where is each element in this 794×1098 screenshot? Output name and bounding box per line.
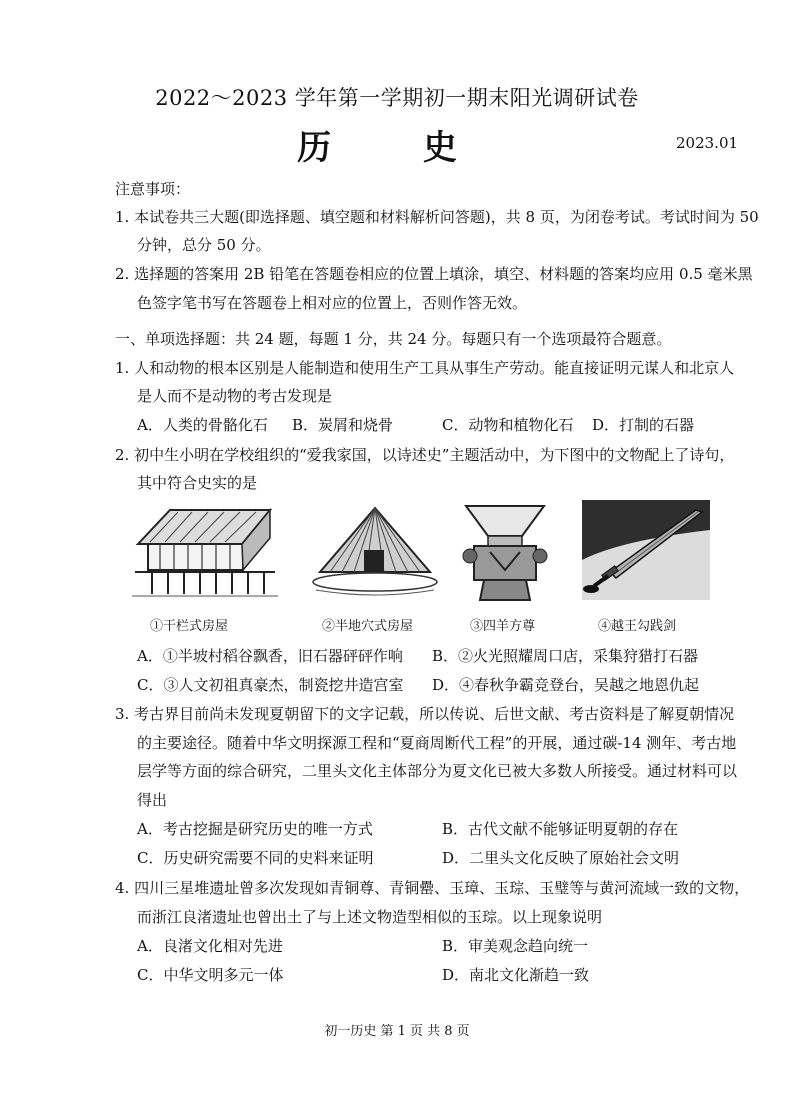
q4-option-d: D．南北文化渐趋一致 [442, 966, 590, 984]
q1-option-d: D．打制的石器 [592, 416, 695, 434]
q4-stem-line-2: 而浙江良渚遗址也曾出土了与上述文物造型相似的玉琮。以上现象说明 [137, 908, 603, 926]
notice-item-2-line-2: 色签字笔书写在答题卷上相对应的位置上，否则作答无效。 [137, 294, 528, 312]
stilt-house-image [130, 502, 280, 602]
notice-heading: 注意事项： [115, 180, 191, 198]
q4-stem-line-1: 4. 四川三星堆遗址曾多次发现如青铜尊、青铜罍、玉璋、玉琮、玉璧等与黄河流域一致的文物， [115, 879, 750, 897]
q2-option-a: A．①半坡村稻谷飘香，旧石器砰砰作响 [137, 647, 403, 665]
q3-stem-line-3: 层学等方面的综合研究，二里头文化主体部分为夏文化已被大多数人所接受。通过材料可以 [137, 762, 738, 780]
caption-2: ②半地穴式房屋 [322, 619, 414, 634]
caption-1: ①干栏式房屋 [150, 619, 229, 634]
q4-option-a: A．良渚文化相对先进 [137, 937, 283, 955]
exam-date: 2023.01 [676, 134, 739, 152]
q3-stem-line-1: 3. 考古界目前尚未发现夏朝留下的文字记载，所以传说、后世文献、考古资料是了解夏朝情况 [115, 705, 735, 723]
semi-subterranean-house-image [310, 502, 440, 602]
section-1-heading: 一、单项选择题：共 24 题，每题 1 分，共 24 分。每题只有一个选项最符合题意。 [115, 330, 672, 348]
page-footer: 初一历史 第 1 页 共 8 页 [324, 1024, 470, 1039]
q4-option-b: B．审美观念趋向统一 [442, 937, 589, 955]
notice-item-1-line-1: 1. 本试卷共三大题(即选择题、填空题和材料解析问答题)，共 8 页，为闭卷考试。考试时间为 50 [115, 208, 759, 226]
exam-title: 2022～2023 学年第一学期初一期末阳光调研试卷 [155, 86, 639, 110]
q1-option-c: C．动物和植物化石 [442, 416, 574, 434]
q2-option-d: D．④春秋争霸竞登台，吴越之地恩仇起 [432, 676, 700, 694]
q3-option-d: D．二里头文化反映了原始社会文明 [442, 849, 680, 867]
goujian-sword-image [582, 500, 710, 600]
q3-stem-line-2: 的主要途径。随着中华文明探源工程和“夏商周断代工程”的开展，通过碳-14 测年、考古地 [137, 734, 737, 752]
q1-option-a: A．人类的骨骼化石 [137, 416, 268, 434]
notice-item-1-line-2: 分钟，总分 50 分。 [137, 236, 271, 254]
caption-4: ④越王勾践剑 [598, 619, 677, 634]
q3-option-a: A．考古挖掘是研究历史的唯一方式 [137, 820, 373, 838]
four-ram-square-zun-image [460, 500, 550, 604]
q2-option-b: B．②火光照耀周口店，采集狩猎打石器 [432, 647, 699, 665]
q3-option-c: C．历史研究需要不同的史料来证明 [137, 849, 374, 867]
q3-stem-line-4: 得出 [137, 791, 168, 809]
q1-option-b: B．炭屑和烧骨 [292, 416, 394, 434]
q2-stem-line-1: 2. 初中生小明在学校组织的“爱我家国，以诗述史”主题活动中，为下图中的文物配上了诗句， [115, 446, 735, 464]
q4-option-c: C．中华文明多元一体 [137, 966, 284, 984]
q2-stem-line-2: 其中符合史实的是 [137, 474, 258, 492]
caption-3: ③四羊方尊 [470, 619, 536, 634]
subject-title: 历 史 [297, 128, 497, 168]
q2-option-c: C．③人文初祖真豪杰，制瓷挖井造宫室 [137, 676, 404, 694]
q1-stem-line-2: 是人而不是动物的考古发现是 [137, 387, 333, 405]
notice-item-2-line-1: 2. 选择题的答案用 2B 铅笔在答题卷相应的位置上填涂，填空、材料题的答案均应用 0.5 毫米黑 [115, 265, 753, 283]
q3-option-b: B．古代文献不能够证明夏朝的存在 [442, 820, 679, 838]
q1-stem-line-1: 1. 人和动物的根本区别是人能制造和使用生产工具从事生产劳动。能直接证明元谋人和北京人 [115, 359, 735, 377]
